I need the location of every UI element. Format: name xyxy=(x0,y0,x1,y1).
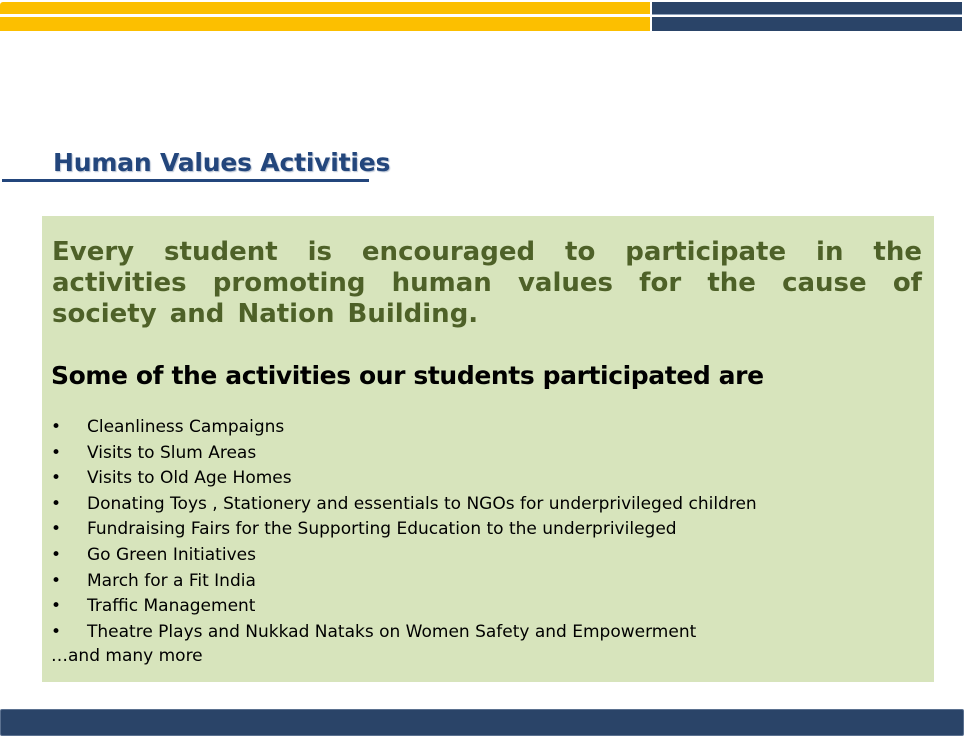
content-panel xyxy=(42,216,934,682)
activities-subheading: Some of the activities our students participated are xyxy=(51,361,764,390)
bullet-icon: • xyxy=(51,493,62,514)
bullet-icon: • xyxy=(51,544,62,565)
top-navy-bar-upper xyxy=(652,2,962,15)
top-gold-bar-upper xyxy=(0,2,650,14)
activity-label: March for a Fit India xyxy=(87,570,256,591)
bottom-navy-bar xyxy=(0,709,964,736)
bullet-icon: • xyxy=(51,442,62,463)
activity-label: Fundraising Fairs for the Supporting Education to the underprivileged xyxy=(87,519,677,540)
activity-label: Traffic Management xyxy=(87,596,256,617)
title-underline xyxy=(2,179,369,182)
bullet-icon: • xyxy=(51,519,62,540)
activity-label: Visits to Old Age Homes xyxy=(87,468,292,489)
bullet-icon: • xyxy=(51,596,62,617)
activity-label: Cleanliness Campaigns xyxy=(87,417,285,437)
bullet-icon: • xyxy=(51,417,62,437)
top-gold-bar-lower xyxy=(0,17,650,31)
top-navy-bar-lower xyxy=(652,17,962,31)
activity-label: Go Green Initiatives xyxy=(87,544,256,565)
bullet-icon: • xyxy=(51,570,62,591)
bullet-icon: • xyxy=(51,621,62,642)
slide-title: Human Values Activities xyxy=(53,148,391,177)
bullet-icon: • xyxy=(51,468,62,489)
activity-label: Visits to Slum Areas xyxy=(87,442,257,463)
closing-text: …and many more xyxy=(51,646,203,666)
intro-text: Every student is encouraged to participate in the activities promoting human values for the cause of society and Nation Building. xyxy=(52,237,922,329)
activity-label: Donating Toys , Stationery and essentials to NGOs for underprivileged children xyxy=(87,493,757,514)
activity-label: Theatre Plays and Nukkad Nataks on Women Safety and Empowerment xyxy=(87,621,697,642)
